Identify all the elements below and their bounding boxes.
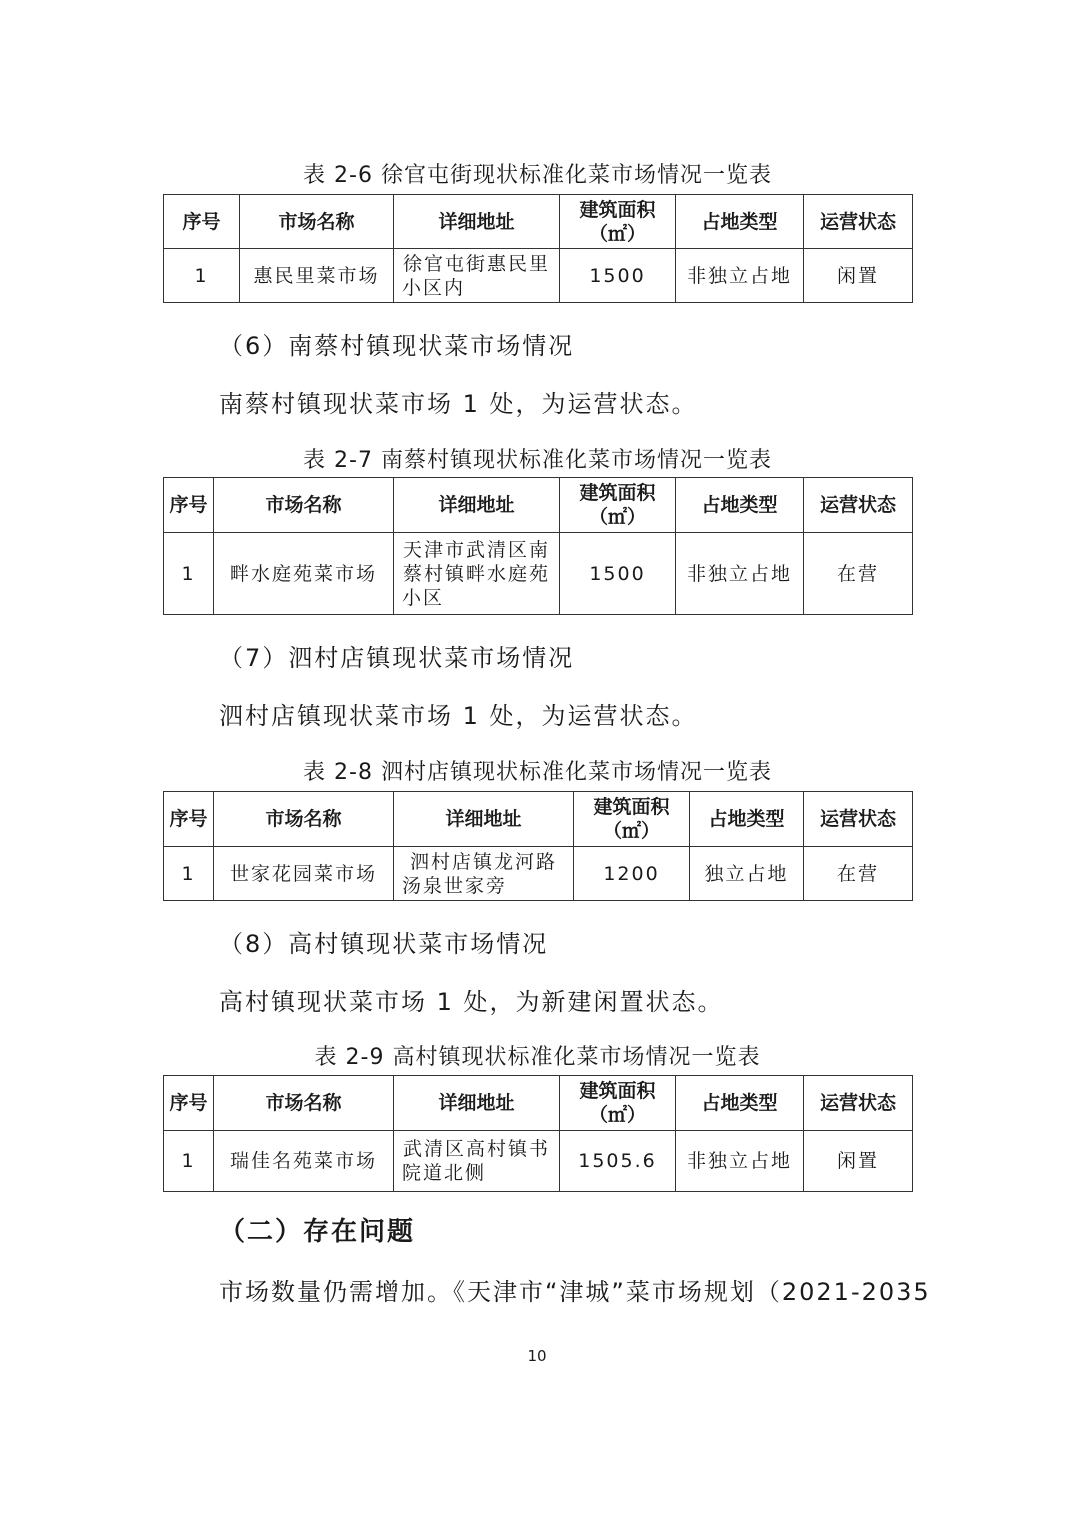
cell-address: 泗村店镇龙河路汤泉世家旁 (394, 847, 574, 901)
header-cell: 建筑面积（㎡） (560, 478, 676, 533)
cell-area: 1500 (560, 249, 676, 303)
header-cell: 运营状态 (804, 792, 913, 847)
cell-name: 瑞佳名苑菜市场 (214, 1131, 394, 1192)
header-cell: 运营状态 (804, 195, 913, 249)
cell-area: 1500 (560, 533, 676, 615)
section-heading: （8）高村镇现状菜市场情况 (219, 930, 549, 958)
header-cell: 序号 (164, 792, 214, 847)
header-cell: 市场名称 (214, 478, 394, 533)
cell-status: 闲置 (804, 249, 913, 303)
cell-status: 在营 (804, 533, 913, 615)
section-heading: （7）泗村店镇现状菜市场情况 (219, 644, 575, 672)
table-row (164, 847, 913, 901)
table-header-row (164, 478, 913, 533)
table-row (164, 533, 913, 615)
section-paragraph: 高村镇现状菜市场 1 处，为新建闲置状态。 (219, 988, 724, 1016)
cell-land-type: 非独立占地 (676, 533, 804, 615)
cell-index: 1 (164, 1131, 214, 1192)
header-cell: 详细地址 (394, 478, 560, 533)
header-cell: 建筑面积（㎡） (560, 195, 676, 249)
header-cell: 运营状态 (804, 1076, 913, 1131)
header-cell: 详细地址 (394, 1076, 560, 1131)
header-cell: 序号 (164, 1076, 214, 1131)
cell-status: 在营 (804, 847, 913, 901)
cell-address: 天津市武清区南蔡村镇畔水庭苑小区 (394, 533, 560, 615)
cell-status: 闲置 (804, 1131, 913, 1192)
header-cell: 运营状态 (804, 478, 913, 533)
table-caption: 表 2-6 徐官屯街现状标准化菜市场情况一览表 (303, 163, 772, 188)
table-header-row (164, 1076, 913, 1131)
header-cell: 占地类型 (676, 478, 804, 533)
cell-area: 1200 (574, 847, 690, 901)
table-row (164, 1131, 913, 1192)
table-row (164, 249, 913, 303)
market-table (163, 791, 913, 901)
market-table (163, 1075, 913, 1192)
section-heading: （6）南蔡村镇现状菜市场情况 (219, 332, 575, 360)
cell-land-type: 非独立占地 (676, 1131, 804, 1192)
market-table (163, 477, 913, 615)
table-header-row (164, 195, 913, 249)
header-cell: 市场名称 (240, 195, 394, 249)
cell-name: 世家花园菜市场 (214, 847, 394, 901)
table-caption: 表 2-7 南蔡村镇现状标准化菜市场情况一览表 (303, 448, 772, 473)
header-cell: 序号 (164, 478, 214, 533)
cell-land-type: 非独立占地 (676, 249, 804, 303)
cell-index: 1 (164, 533, 214, 615)
cell-index: 1 (164, 249, 240, 303)
header-cell: 详细地址 (394, 195, 560, 249)
cell-area: 1505.6 (560, 1131, 676, 1192)
table-caption: 表 2-8 泗村店镇现状标准化菜市场情况一览表 (303, 760, 772, 785)
header-cell: 占地类型 (676, 195, 804, 249)
header-cell: 市场名称 (214, 792, 394, 847)
page-number: 10 (527, 1347, 547, 1365)
header-cell: 占地类型 (690, 792, 804, 847)
section-paragraph: 泗村店镇现状菜市场 1 处，为运营状态。 (219, 702, 698, 730)
header-cell: 市场名称 (214, 1076, 394, 1131)
cell-land-type: 独立占地 (690, 847, 804, 901)
header-cell: 建筑面积（㎡） (574, 792, 690, 847)
market-table (163, 194, 913, 303)
closing-paragraph: 市场数量仍需增加。《天津市“津城”菜市场规划（2021-2035 (219, 1278, 931, 1306)
subsection-title: （二）存在问题 (219, 1217, 416, 1247)
cell-name: 惠民里菜市场 (240, 249, 394, 303)
cell-address: 徐官屯街惠民里小区内 (394, 249, 560, 303)
cell-name: 畔水庭苑菜市场 (214, 533, 394, 615)
table-caption: 表 2-9 高村镇现状标准化菜市场情况一览表 (314, 1045, 761, 1070)
section-paragraph: 南蔡村镇现状菜市场 1 处，为运营状态。 (219, 390, 698, 418)
table-header-row (164, 792, 913, 847)
header-cell: 占地类型 (676, 1076, 804, 1131)
cell-address: 武清区高村镇书院道北侧 (394, 1131, 560, 1192)
header-cell: 建筑面积（㎡） (560, 1076, 676, 1131)
header-cell: 序号 (164, 195, 240, 249)
header-cell: 详细地址 (394, 792, 574, 847)
cell-index: 1 (164, 847, 214, 901)
